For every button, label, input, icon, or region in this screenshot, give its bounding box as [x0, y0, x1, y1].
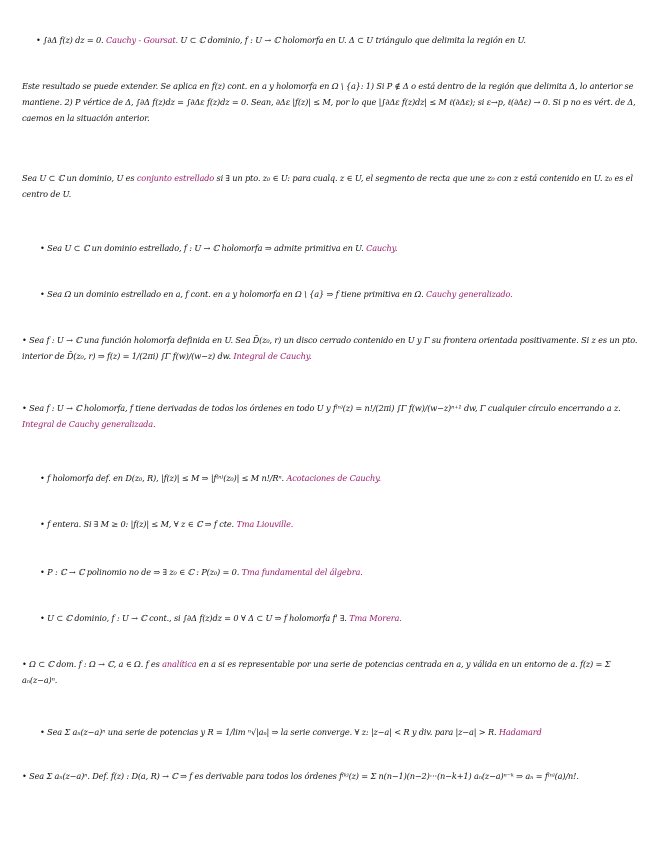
note-title: Tma Morera.	[349, 613, 402, 623]
note-integral-cauchy: • Sea f : U → ℂ una función holomorfa definida en U. Sea D̄(z₀, r) un disco cerrado contenido en U y Γ su frontera orientada positivamente. Si z es un pto. interior de D̄(z₀, r) ⇒ f(z) = 1/(2πi) ∫Γ f(w)/(w−z) dw. Integral de Cauchy.	[22, 335, 638, 361]
note-title: analítica	[162, 659, 197, 669]
note-series-derivable: • Sea Σ aₙ(z−a)ⁿ. Def. f(z) : D(a, R) → ℂ ⇒ f es derivable para todos los órdenes f⁽ᵏ⁾(z) = Σ n(n−1)(n−2)···(n−k+1) aₙ(z−a)ⁿ⁻ᵏ ⇒ aₙ = f⁽ⁿ⁾(a)/n!.	[22, 771, 579, 781]
note-liouville: • f entera. Si ∃ M ≥ 0: |f(z)| ≤ M, ∀ z ∈ ℂ ⇒ f cte. Tma Liouville.	[40, 519, 294, 529]
note-integral-cauchy-generalizada: • Sea f : U → ℂ holomorfa, f tiene derivadas de todos los órdenes en todo U y f⁽ⁿ⁾(z) = n!/(2πi) ∫Γ f(w)/(w−z)ⁿ⁺¹ dw, Γ cualquier círculo encerrando a z. Integral de Cauchy generalizada.	[22, 403, 621, 429]
note-title: Hadamard	[498, 727, 542, 737]
note-cauchy: • Sea U ⊂ ℂ un dominio estrellado, f : U → ℂ holomorfa ⇒ admite primitiva en U. Cauchy.	[40, 243, 398, 253]
note-algebra: • P : ℂ → ℂ polinomio no de ⇒ ∃ z₀ ∈ ℂ : P(z₀) = 0. Tma fundamental del álgebra.	[40, 567, 363, 577]
note-star-set: Sea U ⊂ ℂ un dominio, U es conjunto estrellado si ∃ un pto. z₀ ∈ U: para cualq. z ∈ U, el segmento de recta que une z₀ con z está contenido en U. z₀ es el centro de U.	[22, 173, 633, 199]
note-title: Integral de Cauchy.	[233, 351, 312, 361]
note-title: Cauchy.	[366, 243, 398, 253]
note-title: Acotaciones de Cauchy.	[286, 473, 381, 483]
note-title: Cauchy generalizado.	[426, 289, 513, 299]
note-cauchy-goursat: • ∫∂Δ f(z) dz = 0. Cauchy - Goursat. U ⊂ ℂ dominio, f : U → ℂ holomorfa en U. Δ ⊂ U triángulo que delimita la región en U.	[36, 35, 526, 45]
note-hadamard: • Sea Σ aₙ(z−a)ⁿ una serie de potencias y R = 1/lim ⁿ√|aₙ| ⇒ la serie converge. ∀ z: |z−a| < R y div. para |z−a| > R. Hadamard	[40, 727, 542, 737]
note-morera: • U ⊂ ℂ dominio, f : U → ℂ cont., si ∫∂Δ f(z)dz = 0 ∀ Δ ⊂ U ⇒ f holomorfa f' ∃. Tma Morera.	[40, 613, 402, 623]
note-title: Tma Liouville.	[236, 519, 294, 529]
note-acotaciones: • f holomorfa def. en D(z₀, R), |f(z)| ≤ M ⇒ |f⁽ⁿ⁾(z₀)| ≤ M n!/Rⁿ. Acotaciones de Cauchy.	[40, 473, 381, 483]
note-title: conjunto estrellado	[136, 173, 215, 183]
note-title: Tma fundamental del álgebra.	[241, 567, 363, 577]
note-extension: Este resultado se puede extender. Se aplica en f(z) cont. en a y holomorfa en Ω \ {a}: 1) Si P ∉ Δ o está dentro de la región que delimita Δ, lo anterior se mantiene. 2) P vértice de Δ, ∫∂Δ f(z)dz = ∫∂Δε f(z)dz = 0. Sean, ∂Δε |f(z)| ≤ M, por lo que |∫∂Δε f(z)dz| ≤ M ℓ(∂Δε); si ε→p, ℓ(∂Δε) → 0. Si p no es vért. de Δ, caemos en la situación anterior.	[22, 81, 636, 123]
note-title: Cauchy - Goursat.	[105, 35, 178, 45]
note-title: Integral de Cauchy generalizada.	[22, 419, 156, 429]
note-cauchy-generalizado: • Sea Ω un dominio estrellado en a, f cont. en a y holomorfa en Ω \ {a} ⇒ f tiene primitiva en Ω. Cauchy generalizado.	[40, 289, 513, 299]
note-analitica: • Ω ⊂ ℂ dom. f : Ω → ℂ, a ∈ Ω. f es analítica en a si es representable por una serie de potencias centrada en a, y válida en un entorno de a. f(z) = Σ aₙ(z−a)ⁿ.	[22, 659, 611, 685]
